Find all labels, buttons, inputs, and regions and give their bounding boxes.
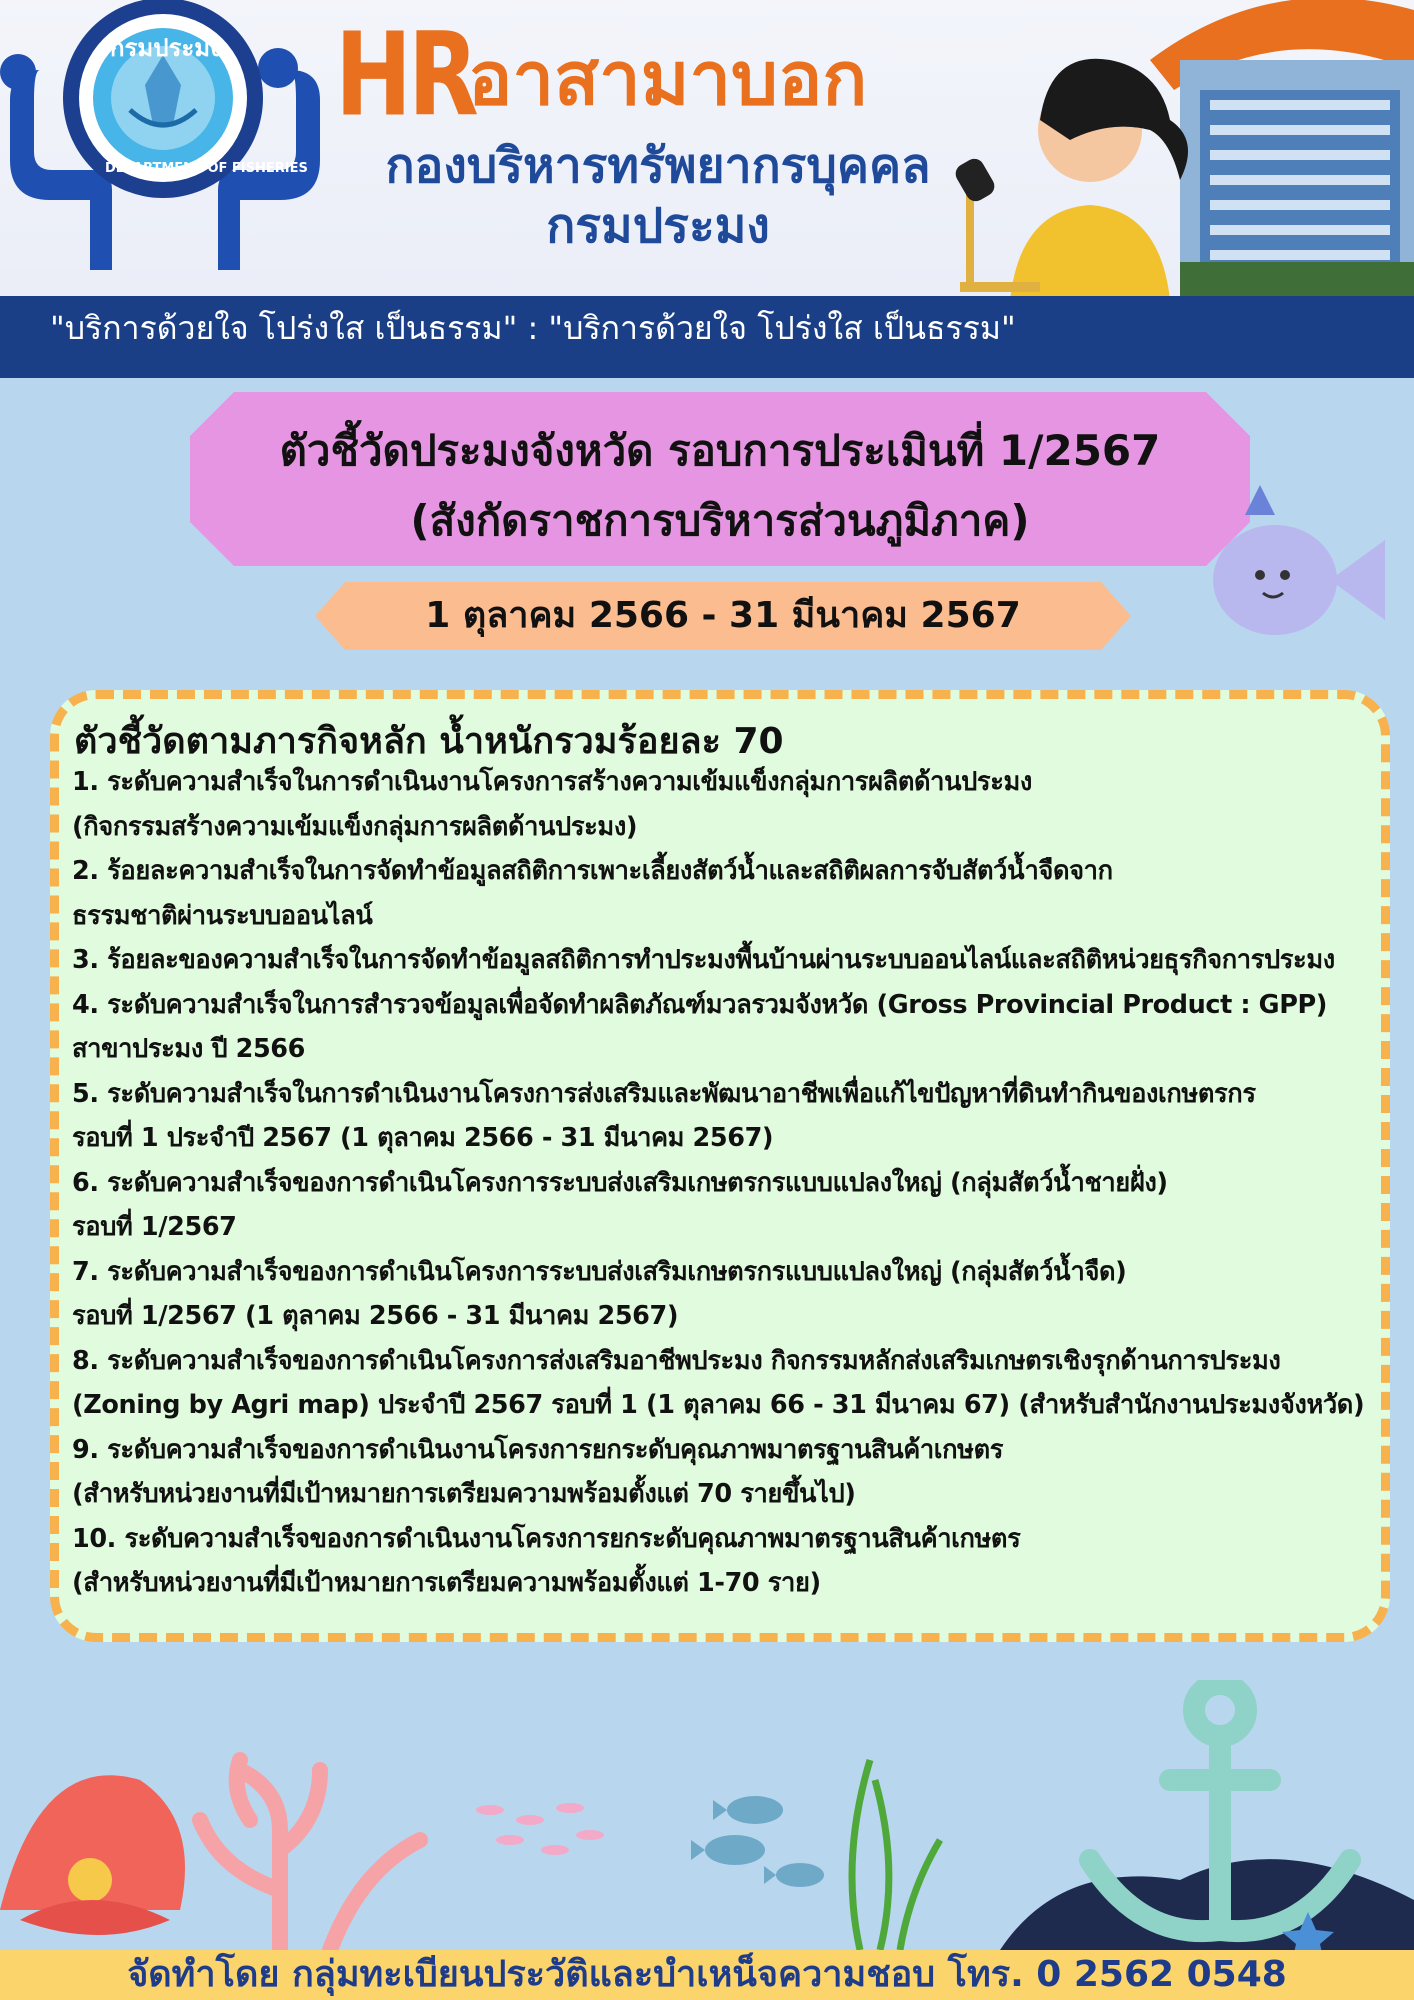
seaweed	[852, 1760, 940, 1950]
fish-decoration	[1205, 485, 1395, 645]
list-item	[72, 1250, 1372, 1339]
item-line: 8. ระดับความสำเร็จของการดำเนินโครงการส่งเสริมอาชีพประมง กิจกรรมหลักส่งเสริมเกษตรเชิงรุกด้านการประมง	[72, 1345, 1281, 1376]
list-item	[72, 1339, 1372, 1428]
item-line: 9. ระดับความสำเร็จของการดำเนินงานโครงการยกระดับคุณภาพมาตรฐานสินค้าเกษตร	[72, 1434, 1004, 1465]
item-line: ธรรมชาติผ่านระบบออนไลน์	[72, 900, 373, 931]
seal-ring-text: DEPARTMENT OF FISHERIES	[105, 161, 308, 176]
item-line: (สำหรับหน่วยงานที่มีเป้าหมายการเตรียมความพร้อมตั้งแต่ 70 รายขึ้นไป)	[72, 1479, 856, 1509]
item-line: 1. ระดับความสำเร็จในการดำเนินงานโครงการสร้างความเข้มแข็งกลุ่มการผลิตด้านประมง	[72, 767, 1032, 797]
seal-top-text: กรมประมง	[110, 34, 222, 62]
item-line: สาขาประมง ปี 2566	[72, 1034, 305, 1064]
item-line: รอบที่ 1/2567 (1 ตุลาคม 2566 - 31 มีนาคม 2567)	[72, 1301, 679, 1331]
item-line: รอบที่ 1 ประจำปี 2567 (1 ตุลาคม 2566 - 31 มีนาคม 2567)	[72, 1123, 774, 1153]
list-item	[72, 1428, 1372, 1517]
item-line: (สำหรับหน่วยงานที่มีเป้าหมายการเตรียมความพร้อมตั้งแต่ 1-70 ราย)	[72, 1568, 821, 1598]
hr-mark: HR	[335, 8, 475, 142]
item-line: (กิจกรรมสร้างความเข้มแข็งกลุ่มการผลิตด้านประมง)	[72, 811, 638, 842]
item-line: รอบที่ 1/2567	[72, 1212, 237, 1242]
list-item	[72, 983, 1372, 1072]
shell-illustration	[0, 1775, 185, 1935]
indicator-list	[72, 760, 1372, 1606]
item-line: 6. ระดับความสำเร็จของการดำเนินโครงการระบบส่งเสริมเกษตรกรแบบแปลงใหญ่ (กลุ่มสัตว์น้ำชายฝั่ง)	[72, 1167, 1168, 1198]
header	[0, 0, 1414, 378]
item-line: 5. ระดับความสำเร็จในการดำเนินงานโครงการส่งเสริมและพัฒนาอาชีพเพื่อแก้ไขปัญหาที่ดินทำกินของเกษตรกร	[72, 1078, 1256, 1109]
page-subtitle: (สังกัดราชการบริหารส่วนภูมิภาค)	[410, 496, 1030, 545]
indicator-heading: ตัวชี้วัดตามภารกิจหลัก น้ำหนักรวมร้อยละ 70	[74, 721, 784, 762]
list-item	[72, 938, 1372, 983]
presenter-illustration	[952, 59, 1188, 300]
date-range: 1 ตุลาคม 2566 - 31 มีนาคม 2567	[425, 595, 1021, 636]
item-line: 3. ร้อยละของความสำเร็จในการจัดทำข้อมูลสถิติการทำประมงพื้นบ้านผ่านระบบออนไลน์และสถิติหน่วยธุรกิจการประมง	[72, 945, 1335, 975]
footer-credit: จัดทำโดย กลุ่มทะเบียนประวัติและบำเหน็จความชอบ โทร. 0 2562 0548	[127, 1954, 1287, 1995]
list-item	[72, 1161, 1372, 1250]
list-item	[72, 760, 1372, 849]
list-item	[72, 849, 1372, 938]
fish-school	[476, 1803, 604, 1855]
item-line: 4. ระดับความสำเร็จในการสำรวจข้อมูลเพื่อจัดทำผลิตภัณฑ์มวลรวมจังหวัด (Gross Provincial Product : GPP)	[72, 989, 1328, 1020]
slogan-text: "บริการด้วยใจ โปร่งใส เป็นธรรม" : "บริการด้วยใจ โปร่งใส เป็นธรรม"	[50, 309, 1016, 347]
header-subtitle-department: กรมประมง	[546, 198, 770, 254]
list-item	[72, 1517, 1372, 1606]
anchor-icon	[1090, 1684, 1350, 1931]
item-line: 2. ร้อยละความสำเร็จในการจัดทำข้อมูลสถิติการเพาะเลี้ยงสัตว์น้ำและสถิติผลการจับสัตว์น้ำจืดจาก	[72, 856, 1113, 886]
list-item	[72, 1072, 1372, 1161]
page-title: ตัวชี้วัดประมงจังหวัด รอบการประเมินที่ 1/2567	[279, 426, 1161, 475]
item-line: (Zoning by Agri map) ประจำปี 2567 รอบที่ 1 (1 ตุลาคม 66 - 31 มีนาคม 67) (สำหรับสำนักงานประมงจังหวัด)	[72, 1390, 1365, 1420]
item-line: 7. ระดับความสำเร็จของการดำเนินโครงการระบบส่งเสริมเกษตรกรแบบแปลงใหญ่ (กลุ่มสัตว์น้ำจืด)	[72, 1256, 1127, 1287]
item-line: 10. ระดับความสำเร็จของการดำเนินงานโครงการยกระดับคุณภาพมาตรฐานสินค้าเกษตร	[72, 1523, 1021, 1554]
sea-decoration	[0, 1680, 1414, 1950]
header-subtitle-division: กองบริหารทรัพยากรบุคคล	[385, 138, 931, 194]
blue-fish	[691, 1796, 824, 1887]
coral-illustration	[200, 1760, 420, 1950]
header-title: อาสามาบอก	[468, 36, 868, 122]
